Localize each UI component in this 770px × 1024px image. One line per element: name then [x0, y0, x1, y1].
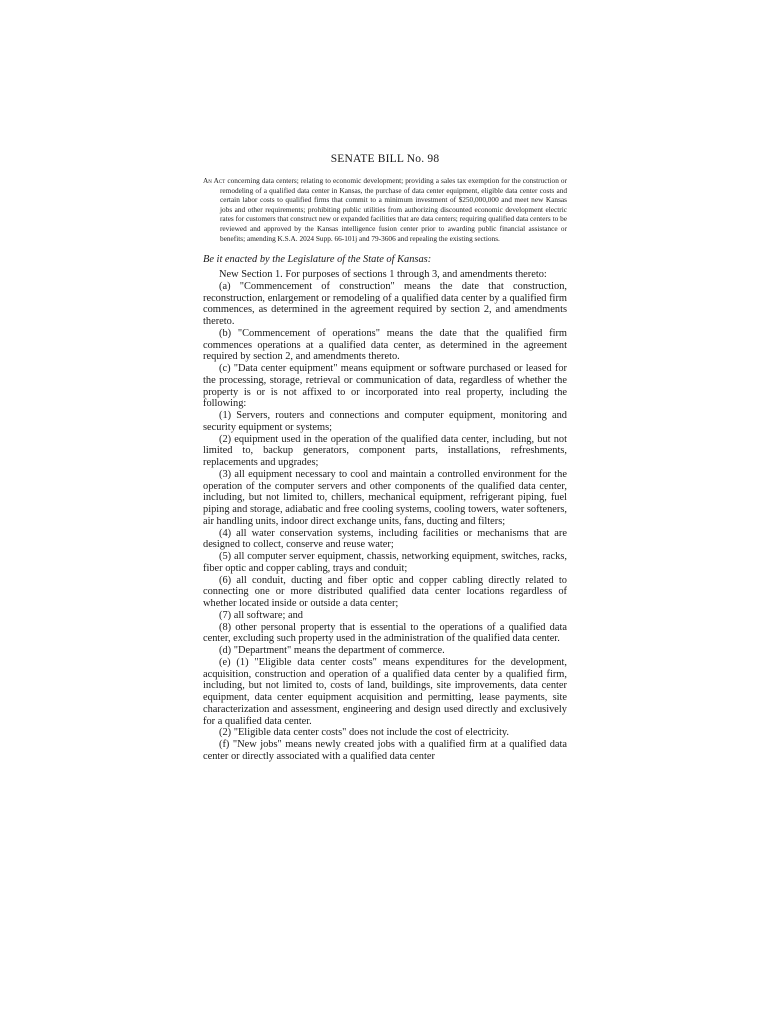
paragraph-section-1: New Section 1. For purposes of sections 1 through 3, and amendments thereto: — [219, 269, 547, 281]
paragraph-c-8: (8) other personal property that is essential to the operations of a qualified data center, excluding such property used in the administration of the qualified data center. — [203, 621, 567, 645]
paragraph-c-2: (2) equipment used in the operation of the qualified data center, including, but not limited to, backup generators, component parts, installations, refreshments, replacements and upgrades; — [203, 433, 567, 469]
bill-body — [203, 269, 567, 763]
enacting-clause: Be it enacted by the Legislature of the State of Kansas: — [203, 254, 432, 266]
paragraph-c-3: (3) all equipment necessary to cool and maintain a controlled environment for the operation of the computer servers and other components of the qualified data center, including, but not limited to, chillers, mechanical equipment, refrigerant piping, fuel piping and storage, adiabatic and free cooling systems, cooling towers, water softeners, air handling units, indoor direct exchange units, fans, ducting and filters; — [203, 468, 567, 527]
bill-title: SENATE BILL No. 98 — [330, 153, 440, 165]
paragraph-c-4: (4) all water conservation systems, including facilities or mechanisms that are designed to collect, conserve and reuse water; — [203, 527, 567, 551]
paragraph-b: (b) "Commencement of operations" means the date that the qualified firm commences operations at a qualified data center, as determined in the agreement required by section 2, and amendments thereto. — [203, 327, 567, 363]
paragraph-d: (d) "Department" means the department of commerce. — [219, 645, 445, 657]
document-page — [203, 152, 567, 763]
paragraph-a: (a) "Commencement of construction" means the date that construction, reconstruction, enlargement or remodeling of a qualified data center by a qualified firm commences, as determined in the agreement required by section 2, and amendments thereto. — [203, 280, 567, 328]
act-summary — [203, 176, 567, 243]
paragraph-c-7: (7) all software; and — [219, 609, 303, 621]
paragraph-c-1: (1) Servers, routers and connections and computer equipment, monitoring and security equipment or systems; — [203, 410, 567, 433]
paragraph-c-5: (5) all computer server equipment, chassis, networking equipment, switches, racks, fiber optic and copper cabling, trays and conduit; — [203, 551, 567, 574]
paragraph-e-2: (2) "Eligible data center costs" does not include the cost of electricity. — [219, 727, 509, 739]
act-prefix: An Act — [203, 176, 226, 185]
paragraph-c-6: (6) all conduit, ducting and fiber optic and copper cabling directly related to connecting one or more distributed qualified data center locations regardless of whether located inside or outside a data center; — [203, 574, 567, 610]
paragraph-f: (f) "New jobs" means newly created jobs with a qualified firm at a qualified data center or directly associated with a qualified data center — [203, 739, 567, 762]
act-text: concerning data centers; relating to economic development; providing a sales tax exemption for the construction or remodeling of a qualified data center in Kansas, the purchase of data center equipment, eligible data center costs and certain labor costs to qualified firms that commit to a minimum investment of $250,000,000 and meet new Kansas jobs and other requirements; prohibiting public utilities from authorizing discounted economic development electric rates for customers that construct new or expanded facilities that are data centers; requiring qualified data centers to be reviewed and approved by the Kansas intelligence fusion center prior to awarding public financial assistance or benefits; amending K.S.A. 2024 Supp. 66-101j and 79-3606 and repealing the existing sections. — [220, 176, 568, 243]
paragraph-e-1: (e) (1) "Eligible data center costs" means expenditures for the development, acquisition, construction and operation of a qualified data center by a qualified firm, including, but not limited to, costs of land, buildings, site improvements, data center equipment, data center equipment acquisition and permitting, lease payments, site characterization and assessment, engineering and design used directly and exclusively for a qualified data center. — [203, 656, 567, 727]
paragraph-c: (c) "Data center equipment" means equipment or software purchased or leased for the processing, storage, retrieval or communication of data, regardless of whether the property is or is not affixed to or incorporated into real property, including the following: — [203, 363, 567, 410]
